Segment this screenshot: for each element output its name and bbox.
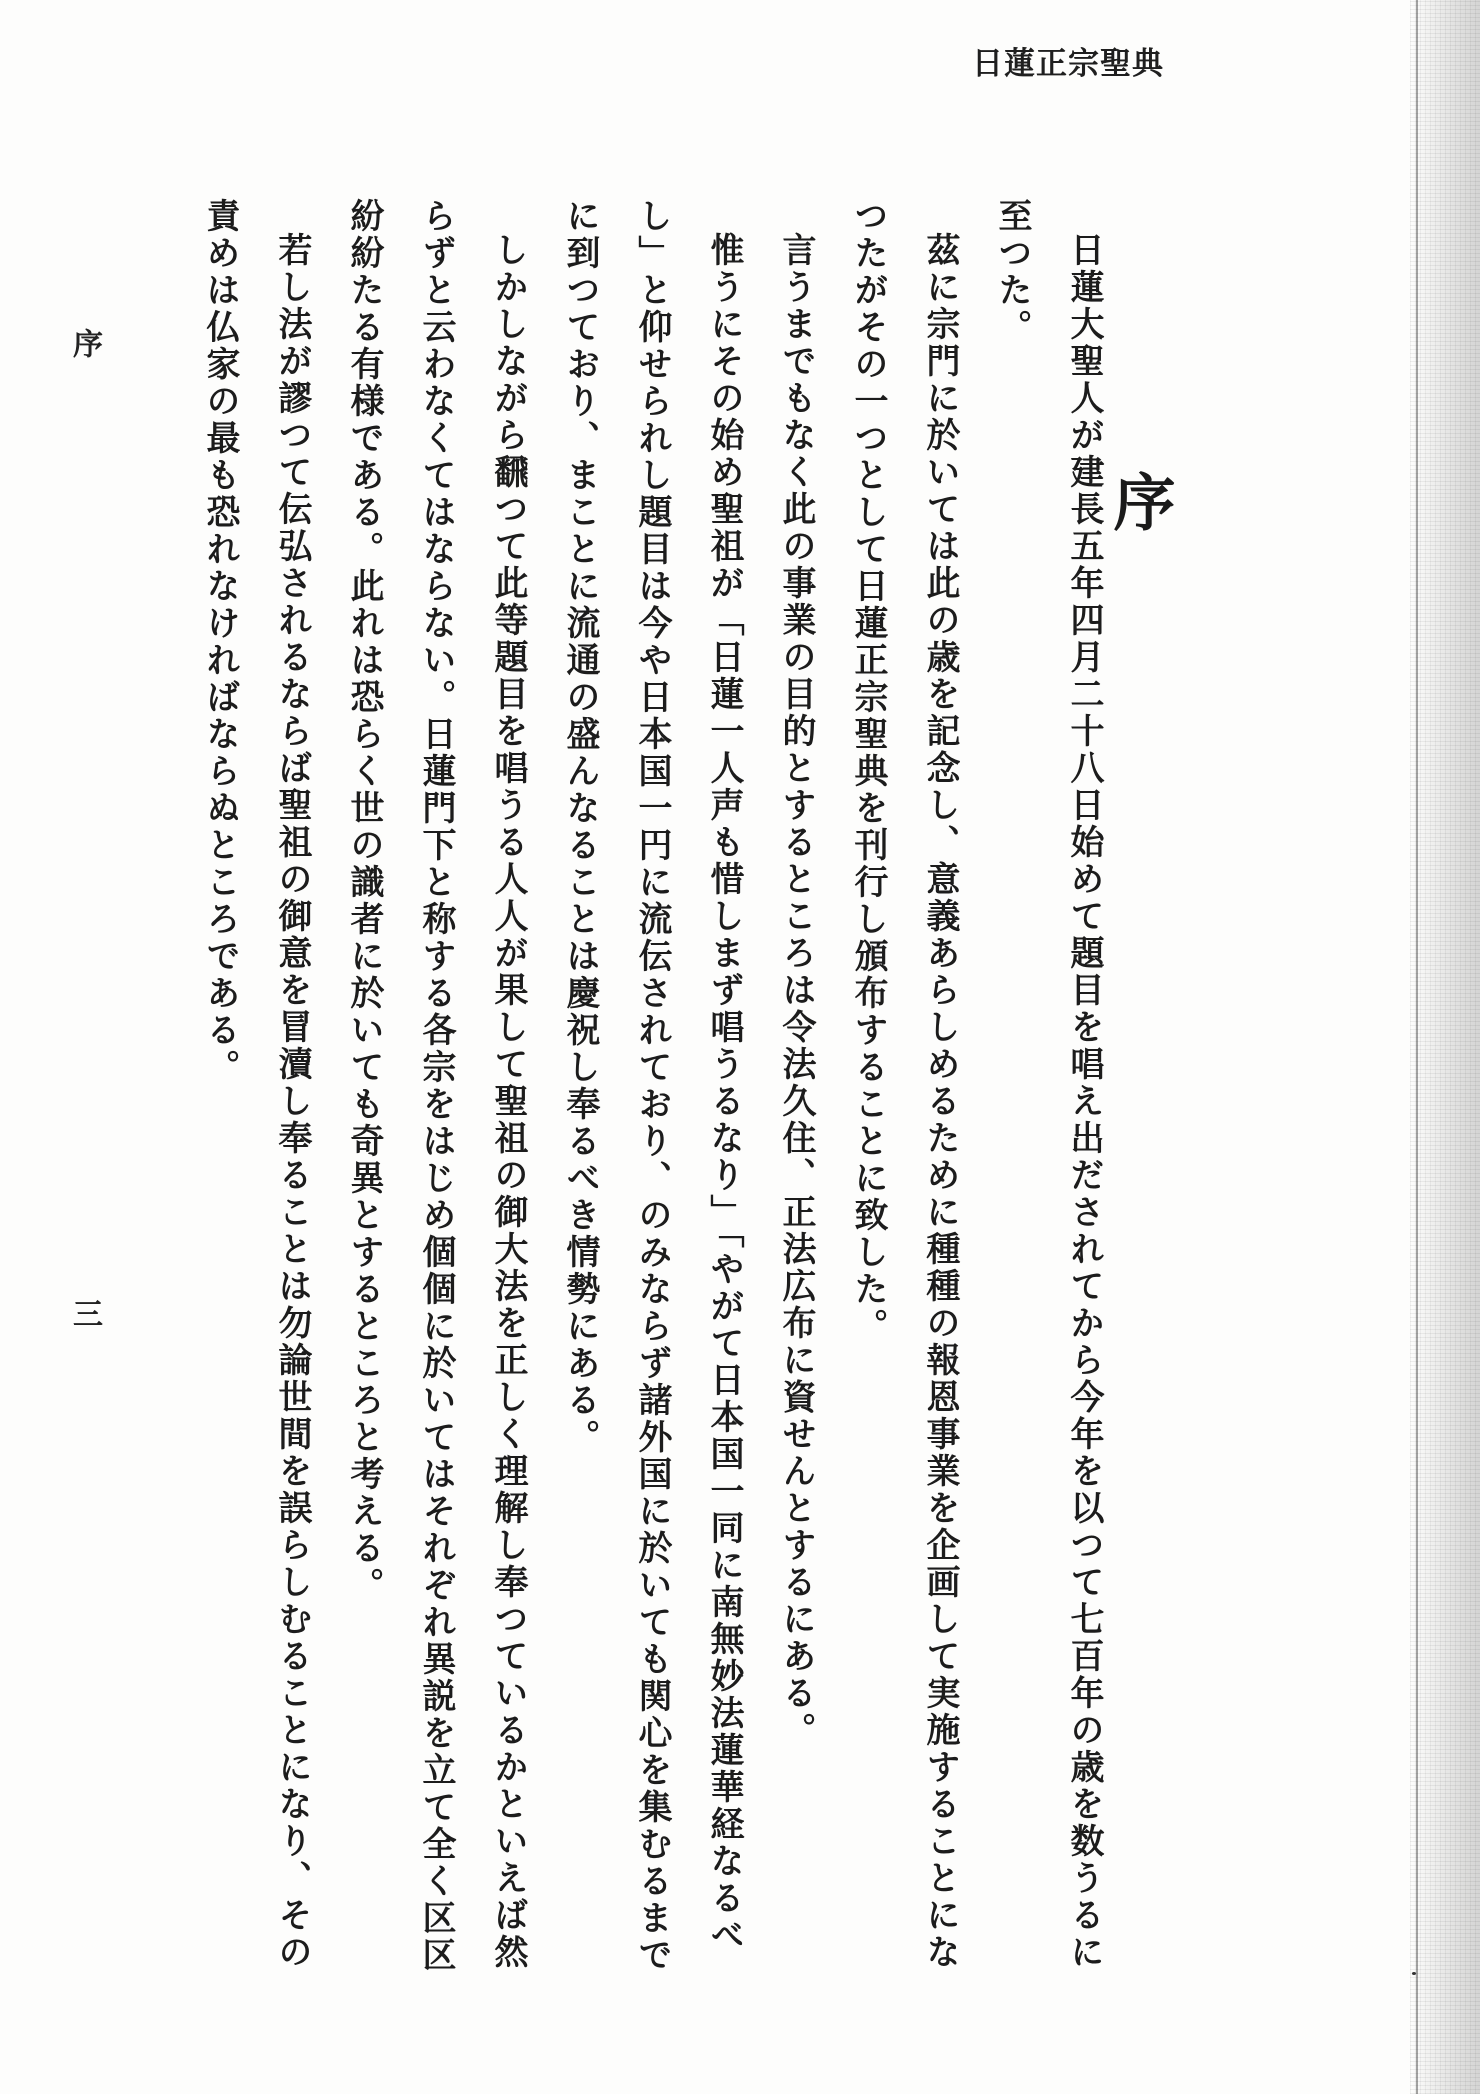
binding-edge-line [1416, 0, 1418, 2094]
paragraph: 惟うにその始め聖祖が「日蓮一人声も惜しまず唱うるなり」「やがて日本国一同に南無妙法蓮華経なるべし」と仰せられし題目は今や日本国一円に流伝されており、のみならず諸外国に於いても関心を集むるまでに到つており、まことに流通の盛んなることは慶祝し奉るべき情勢にある。 [560, 198, 744, 1974]
paragraph: 茲に宗門に於いては此の歳を記念し、意義あらしめるために種種の報恩事業を企画して実施することになつたがその一つとして日蓮正宗聖典を刊行し頒布することに致した。 [848, 198, 960, 1971]
section-title: 序 [1103, 470, 1176, 538]
gutter-section-label: 序 [67, 328, 102, 358]
binding-shadow [1410, 0, 1480, 2094]
running-title: 日蓮正宗聖典 [972, 46, 1164, 82]
paragraph: 言うまでもなく此の事業の目的とするところは令法久住、正法広布に資せんとするにある。 [776, 232, 816, 1749]
paragraph: 日蓮大聖人が建長五年四月二十八日始めて題目を唱え出だされてから今年を以つて七百年の歳を数うるに至つた。 [992, 198, 1104, 1971]
section-heading [1095, 470, 1184, 538]
paragraph: 若し法が謬つて伝弘されるならば聖祖の御意を冒瀆し奉ることは勿論世間を誤らしむることになり、その責めは仏家の最も恐れなければならぬところである。 [200, 198, 312, 1971]
preface-body [184, 198, 1120, 1998]
paragraph: しかしながら飜つて此等題目を唱うる人人が果して聖祖の御大法を正しく理解し奉つているかといえば然らずと云わなくてはならない。日蓮門下と称する各宗をはじめ個個に於いてはそれぞれ異説を立て全く区区紛紛たる有様である。此れは恐らく世の識者に於いても奇異とするところと考える。 [344, 198, 528, 1974]
print-speck [1412, 1972, 1416, 1975]
page-number: 三 [67, 1298, 102, 1328]
